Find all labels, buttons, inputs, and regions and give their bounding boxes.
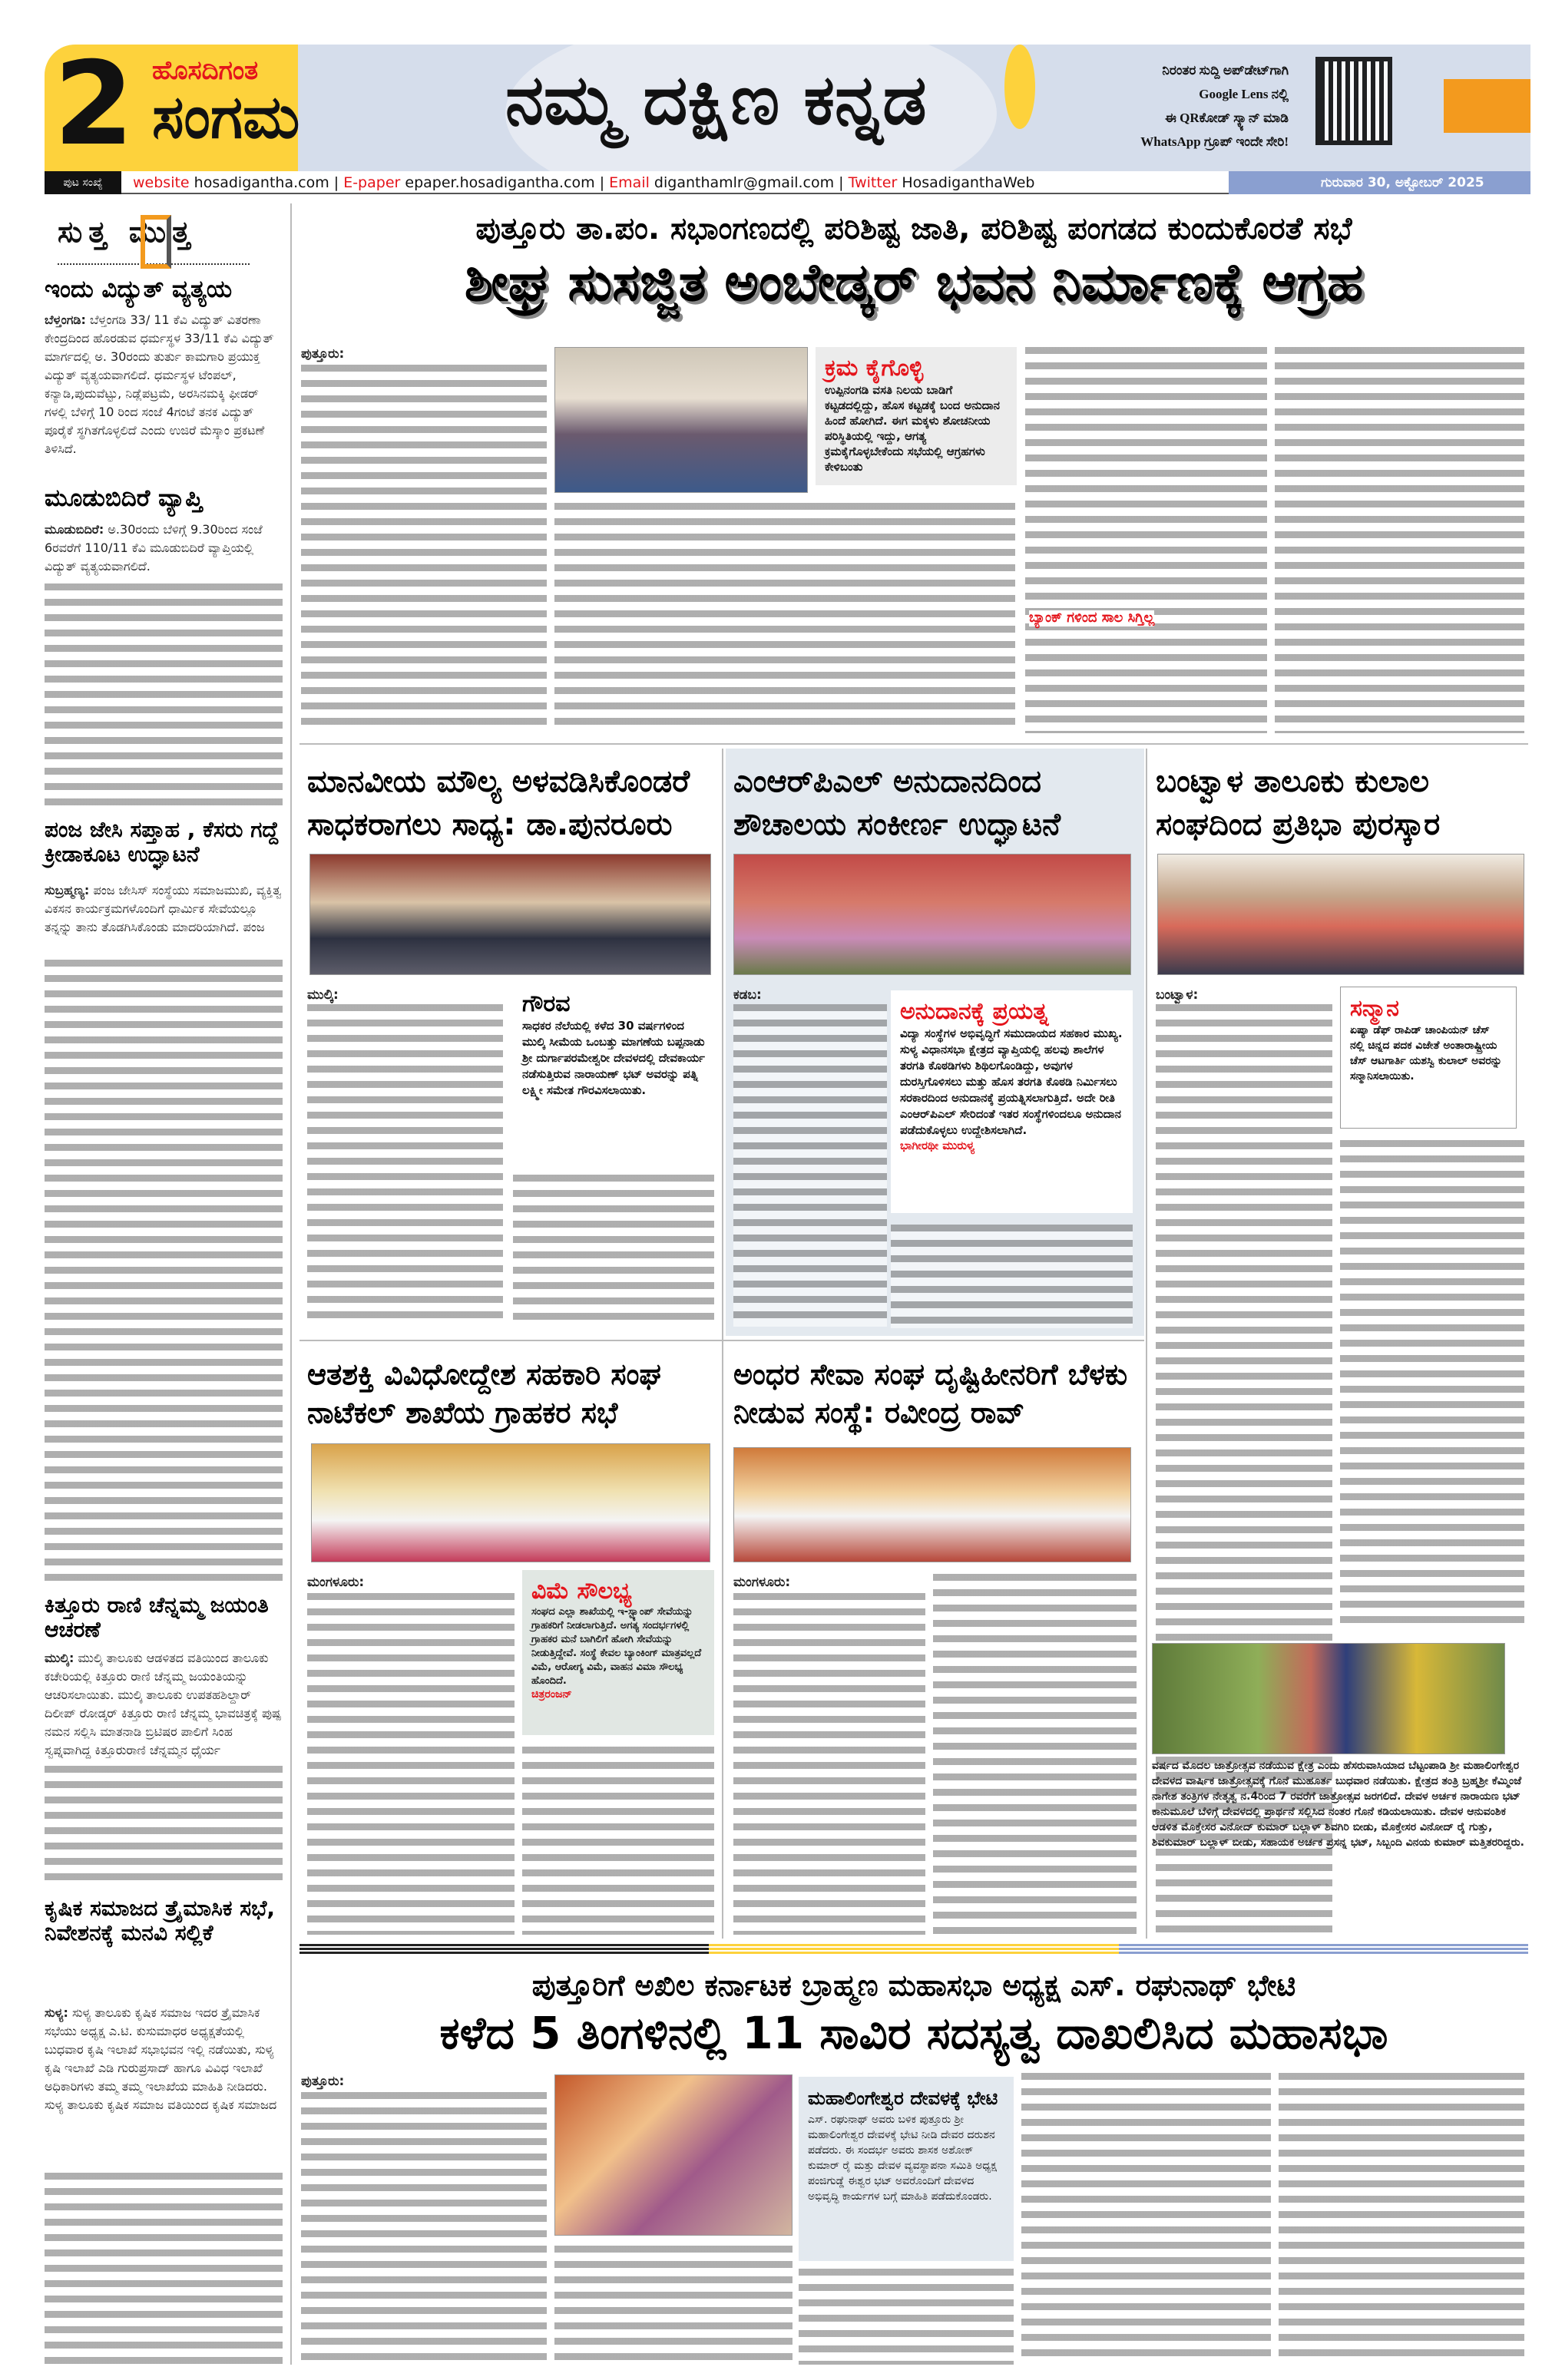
bar-blue (1119, 1944, 1528, 1955)
lead-headline: ಶೀಘ್ರ ಸುಸಜ್ಜಿತ ಅಂಬೇಡ್ಕರ್ ಭವನ ನಿರ್ಮಾಣಕ್ಕೆ ಆಗ್ರಹ (464, 253, 1364, 313)
left-column-divider (290, 203, 292, 2365)
lead-photo (554, 347, 808, 493)
edition-title: ನಮ್ಮ ದಕ್ಷಿಣ ಕನ್ನಡ (505, 60, 927, 140)
qr-text-line: ನಿರಂತರ ಸುದ್ದಿ ಅಪ್‌ಡೇಟ್‌ಗಾಗಿ (1162, 63, 1289, 78)
story-photo (733, 854, 1131, 975)
bottom-dateline: ಪುತ್ತೂರು: (301, 2074, 345, 2089)
brand-logo: ಹೊಸದಿಗಂತ (152, 55, 259, 86)
bar-black (299, 1944, 709, 1955)
text-block (554, 2246, 793, 2365)
left-article-body (45, 2004, 283, 2114)
bottom-photo (554, 2074, 793, 2236)
left-article-body (45, 881, 283, 937)
story-headline: ಬಂಟ್ವಾಳ ತಾಲೂಕು ಕುಲಾಲ ಸಂಘದಿಂದ ಪ್ರತಿಭಾ ಪುರಸ್ಕಾರ (1156, 764, 1441, 842)
article-text: ಮುಲ್ಕಿ ತಾಲೂಕು ಆಡಳಿತದ ವತಿಯಿಂದ ತಾಲೂಕು ಕಚೇರಿಯಲ್ಲಿ ಕಿತ್ತೂರು ರಾಣಿ ಚೆನ್ನಮ್ಮ ಜಯಂತಿಯನ್ನು ಆಚರಿಸಲಾಯಿತು. ಮುಲ್ಕಿ ತಾಲೂಕು ಉಪತಹಶಿಲ್ದಾರ್ ದಿಲೀಪ್ ರೋಡ್ಕರ್ ಕಿತ್ತೂರು ರಾಣಿ ಚೆನ್ನಮ್ಮ ಭಾವಚಿತ್ರಕ್ಕೆ ಪುಷ್ಪ ನಮನ ಸಲ್ಲಿಸಿ ಮಾತನಾಡಿ ಬ್ರಿಟಿಷರ ಪಾಲಿಗೆ ಸಿಂಹ ಸ್ವಪ್ನವಾಗಿದ್ದ ಕಿತ್ತೂರುರಾಣಿ ಚೆನ್ನಮ್ಮನ ಧೈರ್ಯ (45, 1651, 282, 1757)
email-link[interactable]: diganthamlr@gmail.com (654, 174, 835, 191)
story-box-gaurava (513, 983, 714, 1167)
text-block (1021, 2073, 1271, 2365)
qr-promo-text (1089, 58, 1289, 154)
text-block (45, 960, 283, 1582)
text-block (733, 1593, 925, 1935)
qr-text-line: WhatsApp ಗ್ರೂಪ್ ಇಂದೇ ಸೇರಿ! (1140, 134, 1289, 149)
left-headline: ಇಂದು ವಿದ್ಯುತ್ ವ್ಯತ್ಯಯ (45, 276, 233, 303)
text-block (45, 583, 283, 810)
box-text: ಎಸ್. ರಘುನಾಥ್ ಅವರು ಬಳಿಕ ಪುತ್ತೂರು ಶ್ರೀ ಮಹಾಲಿಂಗೇಶ್ವರ ದೇವಳಕ್ಕೆ ಭೇಟಿ ನೀಡಿ ದೇವರ ದರುಶನ ಪಡೆದರು. ಈ ಸಂದರ್ಭ ಅವರು ಶಾಸಕ ಅಶೋಕ್ ಕುಮಾರ್ ರೈ ಮತ್ತು ದೇವಳ ವ್ಯವಸ್ಥಾಪನಾ ಸಮಿತಿ ಅಧ್ಯಕ್ಷ ಪಂಜಿಗುಡ್ಡೆ ಈಶ್ವರ ಭಟ್ ಅವರೊಂದಿಗೆ ದೇವಳದ ಅಭಿವೃದ್ಧಿ ಕಾರ್ಯಗಳ ಬಗ್ಗೆ ಮಾಹಿತಿ ಪಡೆದುಕೊಂಡರು. (808, 2114, 997, 2203)
text-block (1275, 347, 1524, 733)
website-label: website (133, 174, 190, 191)
lead-dateline: ಪುತ್ತೂರು: (301, 346, 345, 362)
text-block (1025, 347, 1267, 733)
qr-text-line: Google Lens ನಲ್ಲಿ (1199, 87, 1289, 101)
date-box: ಗುರುವಾರ 30, ಅಕ್ಟೋಬರ್ 2025 (1229, 171, 1530, 194)
article-text: ಬೆಳ್ತಂಗಡಿ 33/ 11 ಕೆವಿ ವಿದ್ಯುತ್ ವಿತರಣಾ ಕೇಂದ್ರದಿಂದ ಹೊರಡುವ ಧರ್ಮಸ್ಥಳ 33/11 ಕೆವಿ ವಿದ್ಯುತ್ ಮಾರ್ಗದಲ್ಲಿ ಅ. 30ರಂದು ತುರ್ತು ಕಾಮಗಾರಿ ಪ್ರಯುಕ್ತ ವಿದ್ಯುತ್ ವ್ಯತ್ಯಯವಾಗಲಿದೆ. ಧರ್ಮಸ್ಥಳ ಟೆಂಪಲ್, ಕನ್ಯಾಡಿ,ಪುದುವೆಟ್ಟು, ನಿಡ್ಲೆಪಟ್ರಮೆ, ಅರಸಿನಮಕ್ಕಿ ಫೀಡರ್ ಗಳಲ್ಲಿ ಬೆಳಿಗ್ಗೆ 10 ರಿಂದ ಸಂಜೆ 4ಗಂಟೆ ತನಕ ವಿದ್ಯುತ್ ಪೂರೈಕೆ ಸ್ಥಗಿತಗೊಳ್ಳಲಿದೆ ಎಂದು ಉಜಿರೆ ಮೆಸ್ಕಾಂ ಪ್ರಕಟಣೆ ತಿಳಿಸಿದೆ. (45, 312, 274, 456)
epaper-link[interactable]: epaper.hosadigantha.com (405, 174, 595, 191)
story-photo (1157, 854, 1524, 975)
dateline: ಬೆಳ್ತಂಗಡಿ: (45, 312, 86, 327)
contact-links: website hosadigantha.com | E-paper epaper.hosadigantha.com | Email diganthamlr@gmail.com | Twitter HosadiganthaWeb (133, 174, 1035, 191)
page-label: ಪುಟ ಸಂಖ್ಯೆ (45, 171, 121, 194)
box-title: ಗೌರವ (522, 990, 571, 1017)
lead-box-kram (816, 347, 1017, 485)
left-headline: ಮೂಡುಬಿದಿರೆ ವ್ಯಾಪ್ತಿ (45, 484, 203, 512)
bottom-box-temple (799, 2077, 1014, 2261)
byline: ಭಾಗೀರಥೀ ಮುರುಳ್ಯ (900, 1139, 975, 1152)
page-number: 2 (54, 45, 134, 171)
box-title: ವಿಮೆ ಸೌಲಭ್ಯ (531, 1578, 632, 1605)
dateline: ಮೂಡುಬಿದಿರೆ: (45, 522, 104, 537)
divider (299, 1340, 1144, 1341)
text-block (933, 1574, 1137, 1935)
story-box-sanmana (1340, 987, 1517, 1129)
text-block (554, 503, 1015, 733)
story-dateline: ಮಂಗಳೂರು: (733, 1575, 791, 1590)
story-dateline: ಕಡಬ: (733, 987, 762, 1003)
story-box-anudana (891, 990, 1133, 1213)
text-block (513, 1175, 714, 1328)
text-block (891, 1225, 1133, 1328)
temple-photo (1152, 1643, 1505, 1754)
door-icon (141, 215, 171, 269)
left-headline: ಪಂಜ ಜೇಸಿ ಸಪ್ತಾಹ , ಕೆಸರು ಗದ್ದೆ ಕ್ರೀಡಾಕೂಟ ಉದ್ಘಾಟನೆ (45, 817, 280, 868)
bottom-headline: ಕಳೆದ 5 ತಿಂಗಳಿನಲ್ಲಿ 11 ಸಾವಿರ ಸದಸ್ಯತ್ವ ದಾಖಲಿಸಿದ ಮಹಾಸಭಾ (439, 2007, 1388, 2059)
box-title: ಮಹಾಲಿಂಗೇಶ್ವರ ದೇವಳಕ್ಕೆ ಭೇಟಿ (808, 2087, 998, 2109)
text-block (1340, 1140, 1524, 1631)
story-dateline: ಬಂಟ್ವಾಳ: (1156, 987, 1199, 1003)
text-block (1279, 2073, 1524, 2365)
story-headline: ಎಂಆರ್‌ಪಿಎಲ್ ಅನುದಾನದಿಂದ ಶೌಚಾಲಯ ಸಂಕೀರ್ಣ ಉದ್ಘಾಟನೆ (733, 764, 1061, 842)
box-text: ಉಪ್ಪಿನಂಗಡಿ ವಸತಿ ನಿಲಯ ಬಾಡಿಗೆ ಕಟ್ಟಡದಲ್ಲಿದ್ದು, ಹೊಸ ಕಟ್ಟಡಕ್ಕೆ ಬಂದ ಅನುದಾನ ಹಿಂದೆ ಹೋಗಿದೆ. ಈಗ ಮಕ್ಕಳು ಶೋಚನೀಯ ಪರಿಸ್ಥಿತಿಯಲ್ಲಿ ಇದ್ದು, ಆಗತ್ಯ ಕ್ರಮಕೈಗೊಳ್ಳಬೇಕೆಂದು ಸಭೆಯಲ್ಲಿ ಆಗ್ರಹಗಳು ಕೇಳಿಬಂತು (825, 383, 1000, 474)
divider (1146, 749, 1147, 1939)
twitter-link[interactable]: HosadiganthaWeb (902, 174, 1035, 191)
byline: ಚಿತ್ರರಂಜನ್ (531, 1688, 572, 1701)
box-text: ಏಷ್ಯಾ ಡೆಫ್ ರಾಪಿಡ್ ಚಾಂಪಿಯನ್ ಚೆಸ್ ನಲ್ಲಿ ಚಿನ್ನದ ಪದಕ ವಿಜೇತೆ ಅಂತಾರಾಷ್ಟ್ರೀಯ ಚೆಸ್ ಆಟಗಾರ್ತಿ ಯಶಸ್ವಿ ಕುಲಾಲ್ ಅವರನ್ನು ಸನ್ಮಾನಿಸಲಾಯಿತು. (1350, 1024, 1502, 1083)
article-text: ಅ.30ರಂದು ಬೆಳಿಗ್ಗೆ 9.30ರಿಂದ ಸಂಜೆ 6ರವರೆಗೆ 110/11 ಕೆವಿ ಮೂಡುಬಿದಿರೆ ವ್ಯಾಪ್ತಿಯಲ್ಲಿ ವಿದ್ಯುತ್ ವ್ಯತ್ಯಯವಾಗಲಿದೆ. (45, 522, 263, 574)
bottom-kicker: ಪುತ್ತೂರಿಗೆ ಅಖಿಲ ಕರ್ನಾಟಕ ಬ್ರಾಹ್ಮಣ ಮಹಾಸಭಾ ಅಧ್ಯಕ್ಷ ಎಸ್. ರಘುನಾಥ್ ಭೇಟಿ (531, 1968, 1296, 2002)
dateline: ಸುಳ್ಯ: (45, 2005, 68, 2020)
text-block (301, 365, 547, 733)
box-text: ವಿದ್ಯಾ ಸಂಸ್ಥೆಗಳ ಅಭಿವೃದ್ಧಿಗೆ ಸಮುದಾಯದ ಸಹಕಾರ ಮುಖ್ಯ. ಸುಳ್ಯ ವಿಧಾನಸಭಾ ಕ್ಷೇತ್ರದ ವ್ಯಾಪ್ತಿಯಲ್ಲಿ ಹಲವು ಶಾಲೆಗಳ ತರಗತಿ ಕೊಠಡಿಗಳು ಶಿಥಿಲಗೊಂಡಿದ್ದು, ಅವುಗಳ ದುರಸ್ತಿಗೊಳಿಸಲು ಮತ್ತು ಹೊಸ ತರಗತಿ ಕೊಠಡಿ ನಿರ್ಮಿಸಲು ಸರಕಾರದಿಂದ ಅನುದಾನಕ್ಕೆ ಪ್ರಯತ್ನಿಸಲಾಗುತ್ತಿದೆ. ಅದೇ ರೀತಿ ಎಂಆರ್‌ಪಿಎಲ್ ಸೇರಿದಂತೆ ಇತರ ಸಂಸ್ಥೆಗಳಿಂದಲೂ ಅನುದಾನ ಪಡೆದುಕೊಳ್ಳಲು ಉದ್ದೇಶಿಸಲಾಗಿದೆ. (900, 1026, 1123, 1137)
dateline: ಸುಬ್ರಹ್ಮಣ್ಯ: (45, 883, 90, 897)
text-block (307, 1004, 503, 1327)
box-text: ಸಾಧಕರ ನೆಲೆಯಲ್ಲಿ ಕಳೆದ 30 ವರ್ಷಗಳಿಂದ ಮುಲ್ಕಿ ಸೀಮೆಯ ಒಂಬತ್ತು ಮಾಗಣೆಯ ಬಪ್ಪನಾಡು ಶ್ರೀ ದುರ್ಗಾಪರಮೇಶ್ವರೀ ದೇವಳದಲ್ಲಿ ದೇವಕಾರ್ಯ ನಡೆಸುತ್ತಿರುವ ನಾರಾಯಣ್ ಭಟ್ ಅವರನ್ನು ಪತ್ನಿ ಲಕ್ಷ್ಮೀ ಸಮೇತ ಗೌರವಿಸಲಾಯಿತು. (522, 1019, 705, 1097)
divider (722, 749, 723, 1939)
text-block (799, 2269, 1014, 2365)
story-headline: ಆತಶಕ್ತಿ ವಿವಿಧೋದ್ದೇಶ ಸಹಕಾರಿ ಸಂಘ ನಾಟೆಕಲ್ ಶಾಖೆಯ ಗ್ರಾಹಕರ ಸಭೆ (307, 1357, 661, 1430)
qr-code[interactable] (1315, 57, 1392, 145)
epaper-label: E-paper (343, 174, 401, 191)
story-headline: ಅಂಧರ ಸೇವಾ ಸಂಘ ದೃಷ್ಟಿಹೀನರಿಗೆ ಬೆಳಕು ನೀಡುವ ಸಂಸ್ಥೆ: ರವೀಂದ್ರ ರಾವ್ (733, 1357, 1128, 1430)
lead-kicker: ಪುತ್ತೂರು ತಾ.ಪಂ. ಸಭಾಂಗಣದಲ್ಲಿ ಪರಿಶಿಷ್ಟ ಜಾತಿ, ಪರಿಶಿಷ್ಟ ಪಂಗಡದ ಕುಂದುಕೊರತೆ ಸಭೆ (475, 211, 1352, 246)
orange-block (1444, 79, 1530, 133)
story-box-vime (522, 1570, 714, 1735)
box-title: ಸನ್ಮಾನ (1350, 995, 1399, 1022)
section-title: ಸಂಗಮ (152, 83, 300, 152)
article-text: ಪಂಜ ಜೇಸಿಸ್ ಸಂಸ್ಥೆಯು ಸಮಾಜಮುಖಿ, ವ್ಯಕ್ತಿತ್ವ ವಿಕಸನ ಕಾರ್ಯಕ್ರಮಗಳೊಂದಿಗೆ ಧಾರ್ಮಿಕ ಸೇವೆಯಲ್ಲೂ ತನ್ನನ್ನು ತಾನು ತೊಡಗಿಸಿಕೊಂಡು ಮಾದರಿಯಾಗಿದೆ. ಪಂಜ (45, 883, 282, 934)
story-photo (733, 1447, 1131, 1562)
logo-text: ಸುತ್ತ ಮುತ್ತ (58, 215, 197, 249)
twitter-label: Twitter (848, 174, 898, 191)
left-headline: ಕಿತ್ತೂರು ರಾಣಿ ಚೆನ್ನಮ್ಮ ಜಯಂತಿ ಆಚರಣೆ (45, 1592, 269, 1643)
text-block (45, 1766, 283, 1881)
bar-yellow (709, 1944, 1118, 1955)
qr-text-line: ಈ QRಕೋಡ್ ಸ್ಕ್ಯಾನ್ ಮಾಡಿ (1165, 111, 1289, 125)
website-link[interactable]: hosadigantha.com (194, 174, 329, 191)
text-block (733, 1004, 887, 1327)
text-block (301, 2092, 547, 2365)
section-color-bar (299, 1944, 1528, 1955)
temple-caption: ವರ್ಷದ ಮೊದಲ ಜಾತ್ರೋತ್ಸವ ನಡೆಯುವ ಕ್ಷೇತ್ರ ಎಂದು ಹೆಸರುವಾಸಿಯಾದ ಬೆಟ್ಟಂಪಾಡಿ ಶ್ರೀ ಮಹಾಲಿಂಗೇಶ್ವರ ದೇವಳದ ವಾರ್ಷಿಕ ಜಾತ್ರೋತ್ಸವಕ್ಕೆ ಗೊನೆ ಮುಹೂರ್ತ ಬುಧವಾರ ನಡೆಯಿತು. ಕ್ಷೇತ್ರದ ತಂತ್ರಿ ಬ್ರಹ್ಮಶ್ರೀ ಕೆಮ್ಮಿಂಜೆ ನಾಗೇಶ ತಂತ್ರಿಗಳ ನೇತೃತ್ವ ನ.4ರಿಂದ 7 ರವರೆಗೆ ಜಾತ್ರೋತ್ಸವ ಜರಗಲಿದೆ. ದೇವಳ ಅರ್ಚಕ ನಾರಾಯಣ ಭಟ್ ಕಾನುಮೂಲೆ ಬೆಳಿಗ್ಗೆ ದೇವಳದಲ್ಲಿ ಪ್ರಾರ್ಥನೆ ಸಲ್ಲಿಸಿದ ನಂತರ ಗೊನೆ ಕಡಿಯಲಾಯಿತು. ದೇವಳ ಆನುವಂಶಿಕ ಆಡಳಿತ ಮೊಕ್ತೇಸರ ವಿನೋದ್ ಕುಮಾರ್ ಬಲ್ಲಾಳ್ ಶಿವಗಿರಿ ಬೀಡು, ಮೊಕ್ತೇಸರ ವಿನೋದ್ ರೈ ಗುತ್ತು, ಶಿವಕುಮಾರ್ ಬಲ್ಲಾಳ್ ಬೀಡು, ಸಹಾಯಕ ಅರ್ಚಕ ಪ್ರಸನ್ನ ಭಟ್, ಸಿಬ್ಬಂದಿ ವಿನಯ ಕುಮಾರ್ ಮತ್ತಿತರರಿದ್ದರು. (1152, 1760, 1524, 1849)
left-article-body (45, 521, 283, 576)
divider (299, 743, 1528, 745)
info-bar (45, 171, 1530, 194)
text-block (45, 2173, 283, 2365)
story-dateline: ಮಂಗಳೂರು: (307, 1575, 365, 1590)
left-headline: ಕೃಷಿಕ ಸಮಾಜದ ತ್ರೈಮಾಸಿಕ ಸಭೆ, ನಿವೇಶನಕ್ಕೆ ಮನವಿ ಸಲ್ಲಿಕೆ (45, 1896, 275, 1946)
story-photo (311, 1443, 710, 1562)
email-label: Email (609, 174, 650, 191)
left-article-body (45, 1649, 283, 1760)
article-text: ಸುಳ್ಯ ತಾಲೂಕು ಕೃಷಿಕ ಸಮಾಜ ಇದರ ತ್ರೈಮಾಸಿಕ ಸಭೆಯು ಅಧ್ಯಕ್ಷ ಎ.ಟಿ. ಕುಸುಮಾಧರ ಅಧ್ಯಕ್ಷತೆಯಲ್ಲಿ ಬುಧವಾರ ಕೃಷಿ ಇಲಾಖೆ ಸಭಾಭವನ ಇಲ್ಲಿ ನಡೆಯಿತು, ಸುಳ್ಯ ಕೃಷಿ ಇಲಾಖೆ ಎಡಿ ಗುರುಪ್ರಸಾದ್ ಹಾಗೂ ವಿವಿಧ ಇಲಾಖೆ ಅಧಿಕಾರಿಗಳು ತಮ್ಮ ತಮ್ಮ ಇಲಾಖೆಯ ಮಾಹಿತಿ ನೀಡಿದರು. ಸುಳ್ಯ ತಾಲೂಕು ಕೃಷಿಕ ಸಮಾಜ ವತಿಯಿಂದ ಕೃಷಿಕ ಸಮಾಜದ (45, 2005, 277, 2112)
box-title: ಕ್ರಮ ಕೈಗೊಳ್ಳಿ (825, 355, 924, 382)
box-title: ಅನುದಾನಕ್ಕೆ ಪ್ರಯತ್ನ (900, 998, 1049, 1025)
text-block (522, 1747, 714, 1935)
left-article-body (45, 311, 283, 458)
lead-subhead: ಬ್ಯಾಂಕ್ ಗಳಿಂದ ಸಾಲ ಸಿಗ್ತಿಲ್ಲ (1029, 610, 1155, 626)
masthead (45, 45, 1530, 171)
story-dateline: ಮುಲ್ಕಿ: (307, 987, 339, 1003)
masthead-yellow-dot (1004, 45, 1035, 129)
text-block (307, 1593, 515, 1935)
dateline: ಮುಲ್ಕಿ: (45, 1651, 74, 1665)
suttha-muttha-logo (58, 215, 250, 265)
story-headline: ಮಾನವೀಯ ಮೌಲ್ಯ ಅಳವಡಿಸಿಕೊಂಡರೆ ಸಾಧಕರಾಗಲು ಸಾಧ್ಯ: ಡಾ.ಪುನರೂರು (307, 764, 690, 842)
box-text: ಸಂಘದ ಎಲ್ಲಾ ಶಾಖೆಯಲ್ಲಿ ಇ-ಸ್ಟ್ಯಾಂಪ್ ಸೇವೆಯನ್ನು ಗ್ರಾಹಕರಿಗೆ ನೀಡಲಾಗುತ್ತಿದೆ. ಅಗತ್ಯ ಸಂದರ್ಭಗಳಲ್ಲಿ ಗ್ರಾಹಕರ ಮನೆ ಬಾಗಿಲಿಗೆ ಹೋಗಿ ಸೇವೆಯನ್ನು ನೀಡುತ್ತಿದ್ದೇವೆ. ಸಂಸ್ಥೆ ಕೇವಲ ಬ್ಯಾಂಕಿಂಗ್ ಮಾತ್ರವಲ್ಲದೆ ವಿಮೆ, ಆರೋಗ್ಯ ವಿಮೆ, ವಾಹನ ವಿಮಾ ಸೌಲಭ್ಯ ಹೊಂದಿದೆ. (531, 1606, 702, 1687)
story-photo (309, 854, 711, 975)
